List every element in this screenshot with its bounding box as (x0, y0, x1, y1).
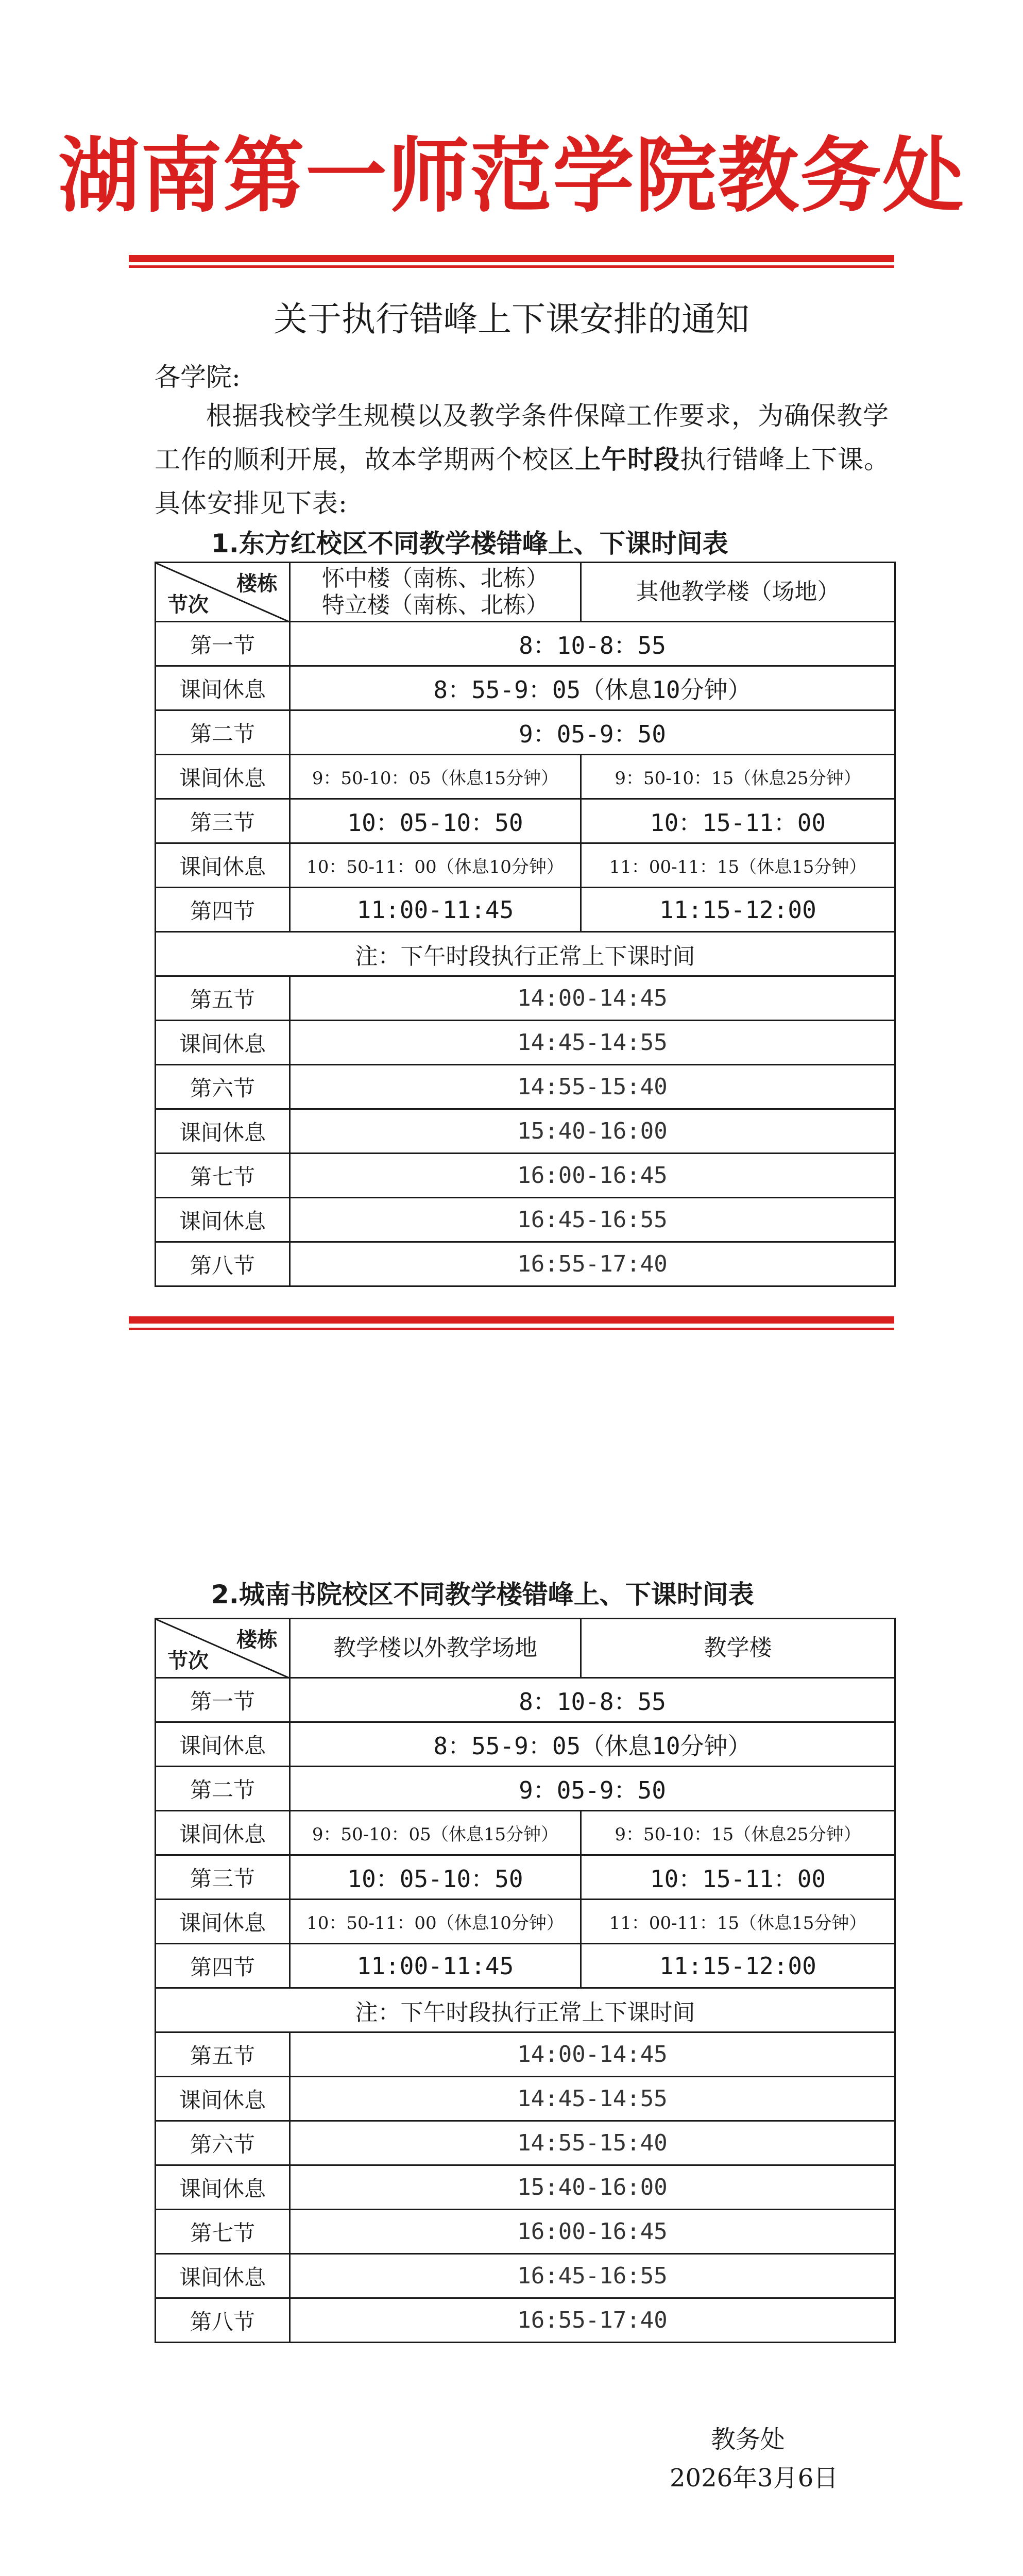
period-label: 第三节 (156, 799, 290, 843)
period-label: 第一节 (156, 622, 290, 666)
time-col2: 9：50-10：15（休息25分钟） (581, 755, 895, 799)
period-label: 第七节 (156, 1154, 290, 1198)
period-label: 课间休息 (156, 2254, 290, 2298)
afternoon-note: 注：下午时段执行正常上下课时间 (156, 932, 895, 976)
time-merged: 15:40-16:00 (290, 2165, 895, 2210)
table-row (156, 1855, 895, 1900)
table-row (156, 1065, 895, 1109)
time-merged: 8：10-8：55 (290, 622, 895, 666)
time-merged: 16:00-16:45 (290, 2210, 895, 2254)
period-label: 第七节 (156, 2210, 290, 2254)
table-row (156, 2032, 895, 2077)
table-row (156, 1944, 895, 1988)
time-col2: 10：15-11：00 (581, 799, 895, 843)
time-merged: 14:45-14:55 (290, 2077, 895, 2121)
time-merged: 14:55-15:40 (290, 2121, 895, 2165)
table-row (156, 843, 895, 888)
time-merged: 16:00-16:45 (290, 1154, 895, 1198)
page1-footer-rule-thick (129, 1316, 894, 1324)
table-row (156, 888, 895, 932)
table-row (156, 976, 895, 1021)
time-col1: 10：05-10：50 (290, 1855, 581, 1900)
note-row (156, 932, 895, 976)
col1-header-line1: 怀中楼（南栋、北栋） (322, 565, 549, 591)
period-label: 第八节 (156, 1242, 290, 1286)
table-row (156, 2121, 895, 2165)
letterhead-title: 湖南第一师范学院教务处 (58, 129, 965, 224)
time-col2: 11:15-12:00 (581, 888, 895, 932)
period-label: 第六节 (156, 2121, 290, 2165)
time-col1: 9：50-10：05（休息15分钟） (290, 755, 581, 799)
time-merged: 16:45-16:55 (290, 2254, 895, 2298)
body-text-1: 根据我校学生规模以及教学条件保障工作要求，为确保教学工作的顺利开展，故本学期两个校区 (155, 401, 889, 474)
table2 (155, 1618, 896, 2343)
table-row (156, 666, 895, 710)
period-label: 第三节 (156, 1855, 290, 1900)
table2-col2-header: 教学楼 (581, 1619, 895, 1678)
time-merged: 14:45-14:55 (290, 1021, 895, 1065)
table-row (156, 1678, 895, 1722)
table-row (156, 1242, 895, 1286)
time-col1: 11:00-11:45 (290, 888, 581, 932)
period-label: 第四节 (156, 888, 290, 932)
time-col2: 11：00-11：15（休息15分钟） (581, 1900, 895, 1944)
time-col1: 10：50-11：00（休息10分钟） (290, 1900, 581, 1944)
table-row (156, 2210, 895, 2254)
table-row (156, 2077, 895, 2121)
table2-header-row (156, 1619, 895, 1678)
corner-bottom-label: 节次 (167, 1649, 209, 1673)
letterhead-rule-thick (129, 255, 894, 262)
corner-top-label: 楼栋 (236, 572, 278, 596)
period-label: 课间休息 (156, 1198, 290, 1242)
table-row (156, 799, 895, 843)
time-merged: 8：10-8：55 (290, 1678, 895, 1722)
period-label: 第二节 (156, 710, 290, 755)
corner-top-label: 楼栋 (236, 1628, 278, 1652)
afternoon-note: 注：下午时段执行正常上下课时间 (156, 1988, 895, 2032)
table-row (156, 710, 895, 755)
time-col1: 10：05-10：50 (290, 799, 581, 843)
time-col1: 10：50-11：00（休息10分钟） (290, 843, 581, 888)
time-merged: 8：55-9：05（休息10分钟） (290, 1722, 895, 1767)
table-row (156, 2254, 895, 2298)
signature-date: 2026年3月6日 (670, 2464, 839, 2493)
period-label: 课间休息 (156, 2165, 290, 2210)
table-row (156, 1021, 895, 1065)
notice-body (155, 394, 896, 526)
table1-header-row (156, 563, 895, 622)
period-label: 课间休息 (156, 1109, 290, 1154)
table2-title: 2.城南书院校区不同教学楼错峰上、下课时间表 (211, 1580, 754, 1609)
time-col2: 10：15-11：00 (581, 1855, 895, 1900)
addressee: 各学院: (155, 362, 241, 392)
time-col1: 9：50-10：05（休息15分钟） (290, 1811, 581, 1855)
table-row (156, 1900, 895, 1944)
time-merged: 14:00-14:45 (290, 2032, 895, 2077)
table-row (156, 1811, 895, 1855)
table-row (156, 1109, 895, 1154)
table-row (156, 622, 895, 666)
time-col2: 11：00-11：15（休息15分钟） (581, 843, 895, 888)
col1-header-line2: 特立楼（南栋、北栋） (322, 592, 549, 618)
period-label: 第五节 (156, 976, 290, 1021)
table-row (156, 1154, 895, 1198)
table-row (156, 1198, 895, 1242)
period-label: 课间休息 (156, 2077, 290, 2121)
period-label: 课间休息 (156, 755, 290, 799)
period-label: 第二节 (156, 1767, 290, 1811)
period-label: 第四节 (156, 1944, 290, 1988)
corner-bottom-label: 节次 (167, 593, 209, 617)
table-row (156, 1767, 895, 1811)
time-merged: 9：05-9：50 (290, 1767, 895, 1811)
period-label: 第八节 (156, 2298, 290, 2343)
period-label: 第五节 (156, 2032, 290, 2077)
page1-footer-rule-thin (129, 1328, 894, 1330)
period-label: 第六节 (156, 1065, 290, 1109)
table-row (156, 2165, 895, 2210)
table1-col2-header: 其他教学楼（场地） (581, 563, 895, 622)
table2-corner-cell (156, 1619, 290, 1678)
period-label: 课间休息 (156, 1900, 290, 1944)
table1 (155, 562, 896, 1287)
time-merged: 14:55-15:40 (290, 1065, 895, 1109)
letterhead-rule-thin (129, 265, 894, 268)
period-label: 课间休息 (156, 1811, 290, 1855)
time-merged: 15:40-16:00 (290, 1109, 895, 1154)
time-merged: 16:45-16:55 (290, 1198, 895, 1242)
table-row (156, 1722, 895, 1767)
time-merged: 16:55-17:40 (290, 2298, 895, 2343)
table1-col1-header (290, 563, 581, 622)
body-text-2: 执行错峰上下课。具体安排见下表: (155, 445, 890, 518)
time-merged: 9：05-9：50 (290, 710, 895, 755)
signature-dept: 教务处 (711, 2425, 786, 2454)
period-label: 第一节 (156, 1678, 290, 1722)
body-text-bold: 上午时段 (575, 445, 680, 474)
period-label: 课间休息 (156, 666, 290, 710)
table1-title: 1.东方红校区不同教学楼错峰上、下课时间表 (211, 529, 728, 558)
period-label: 课间休息 (156, 843, 290, 888)
period-label: 课间休息 (156, 1722, 290, 1767)
table-row (156, 755, 895, 799)
table2-col1-header: 教学楼以外教学场地 (290, 1619, 581, 1678)
time-merged: 8：55-9：05（休息10分钟） (290, 666, 895, 710)
time-merged: 14:00-14:45 (290, 976, 895, 1021)
time-col1: 11:00-11:45 (290, 1944, 581, 1988)
notice-title: 关于执行错峰上下课安排的通知 (274, 299, 749, 339)
time-col2: 9：50-10：15（休息25分钟） (581, 1811, 895, 1855)
time-merged: 16:55-17:40 (290, 1242, 895, 1286)
table1-corner-cell (156, 563, 290, 622)
note-row (156, 1988, 895, 2032)
table-row (156, 2298, 895, 2343)
time-col2: 11:15-12:00 (581, 1944, 895, 1988)
period-label: 课间休息 (156, 1021, 290, 1065)
